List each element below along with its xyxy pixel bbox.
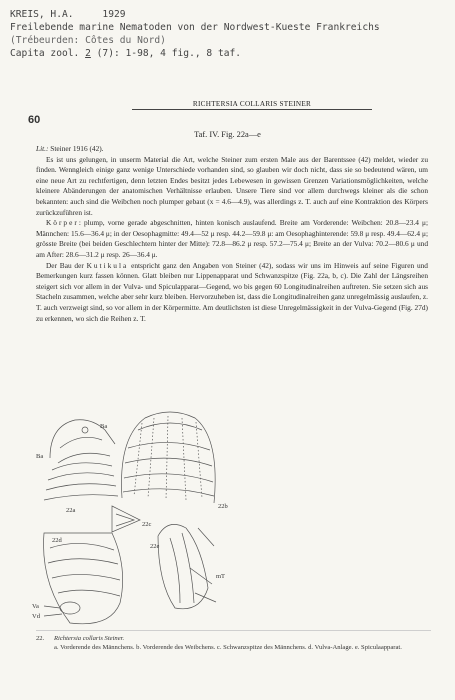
lit-text: Steiner 1916 (42). — [48, 144, 104, 153]
figure-drawings — [30, 408, 430, 633]
paragraph-koerper — [36, 218, 428, 260]
reference-card — [10, 8, 450, 60]
label-mt: mT — [216, 573, 226, 580]
page-number: 60 — [28, 114, 41, 126]
figure-caption — [36, 630, 431, 652]
figure-22a-drawing — [44, 420, 118, 500]
figure-22e-drawing — [158, 524, 216, 608]
kutikula-text: entspricht ganz den Angaben von Steiner (42), sodass wir uns im Hinweis auf seine Figuren und Bemerkungen kurz fassen können. Glatt bleiben nur Lippenapparat und Schwanzspitze (Fig. 22a, b, c). Die Zahl der Längsreihen steigert sich vor allem in der Vulva- und Spiculapparat—Gegend, wo bis gegen 60 Longitudinalreihen auftreten. Sie setzen sich aus Stacheln zusammen, welche aber sehr kurz bleiben. Hervorzuheben ist, dass die Longitudinalreihen ganz unregelmässig auslaufen, z. T. auch verzweigt sind, so vor allem in der Körpermitte. Am deutlichsten ist diese Unregelmässigkeit in der Vulva-Gegend (Fig. 27d) zu erkennen, wo sich die Reihen z. T. — [36, 260, 428, 323]
species-heading: RICHTERSIA COLLARIS STEINER — [132, 100, 372, 110]
paragraph-kutikula — [36, 261, 428, 325]
card-citation-journal: Capita zool. — [10, 48, 86, 59]
card-citation-pages: (7): 1-98, 4 fig., 8 taf. — [90, 48, 242, 59]
body-text — [36, 144, 428, 324]
card-author-year: KREIS, H.A. 1929 — [10, 9, 126, 20]
card-title: Freilebende marine Nematoden von der Nordwest-Kueste Frankreichs — [10, 22, 380, 33]
label-fig-22c: 22c — [142, 521, 152, 528]
literature-line — [36, 144, 428, 155]
koerper-text: : plump, vorne gerade abgeschnitten, hinten konisch auslaufend. Breite am Vorderende: Weibchen: 20.8—23.4 μ; Männchen: 15.6—36.4 μ; in der Oesophagmitte: 49.4—52 μ resp. 44.2—59.8 μ: am Oesophaghinterende: 59.8 μ resp. 49.4—62.4 μ; grösste Breite (bei beiden Geschlechtern hinter der Mitte): 72.8—86.2 μ resp. 57.2—75.4 μ; Breite an der Vulva: 70.2—80.6 μ und am After: 28.6—31.2 μ resp. 26—36.4 μ. — [36, 218, 428, 259]
caption-text: a. Vorderende des Männchens. b. Vorderende des Weibchens. c. Schwanzspitze des Männchens. d. Vulva-Anlage. e. Spiculaapparat. — [54, 644, 402, 651]
card-locality: (Trébeurden: Côtes du Nord) — [10, 35, 166, 46]
label-fig-22b: 22b — [218, 503, 228, 510]
kutikula-pre: Der Bau der — [46, 260, 87, 270]
label-ba-1: Ba — [36, 453, 44, 460]
figure-22b-drawing — [121, 412, 215, 503]
caption-number: 22. — [36, 635, 45, 642]
kutikula-label: Kutikula — [86, 260, 129, 270]
label-fig-22a: 22a — [66, 507, 76, 514]
figure-22d-drawing — [44, 533, 123, 624]
lit-label: Lit.: — [36, 144, 49, 153]
paragraph-intro: Es ist uns gelungen, in unserm Material die Art, welche Steiner zum ersten Male aus der Barentssee (42) meldet, wieder zu finden. Wenngleich einige ganz wenige Unterschiede vorhanden sind, so glauben wir doch nicht, dass sie so bedeutend wären, um eine neue Art zu rechtfertigen, denn letzten Endes besitzt jedes Lebewesen in gewissen Grenzen Variationsmöglichkeiten, welche kleinere Abänderungen der anatomischen Verhältnisse erlauben. Unsere Tiere sind vor allem durchwegs kleiner als die schon bekannten: auch sind die Weibchen noch plumper gebaut (x = 4.6—4.9), was allerdings z. T. auch auf eine Kontraktion des Körpers zurückzuführen ist. — [36, 154, 428, 217]
caption-title: Richtersia collaris Steiner. — [54, 635, 125, 642]
figure-plate — [30, 408, 430, 633]
koerper-label: Körper — [46, 218, 79, 228]
card-citation — [10, 47, 450, 60]
plate-reference: Taf. IV. Fig. 22a—e — [194, 130, 261, 139]
label-fig-22d: 22d — [52, 537, 62, 544]
figure-22c-drawing — [112, 506, 140, 532]
label-vd: Vd — [32, 613, 40, 620]
label-fig-22e: 22e — [150, 543, 160, 550]
label-ba-2: Ba — [100, 423, 108, 430]
caption-title-line — [36, 634, 431, 643]
label-va: Va — [32, 603, 39, 610]
card-citation-volume: 2 — [85, 48, 91, 59]
